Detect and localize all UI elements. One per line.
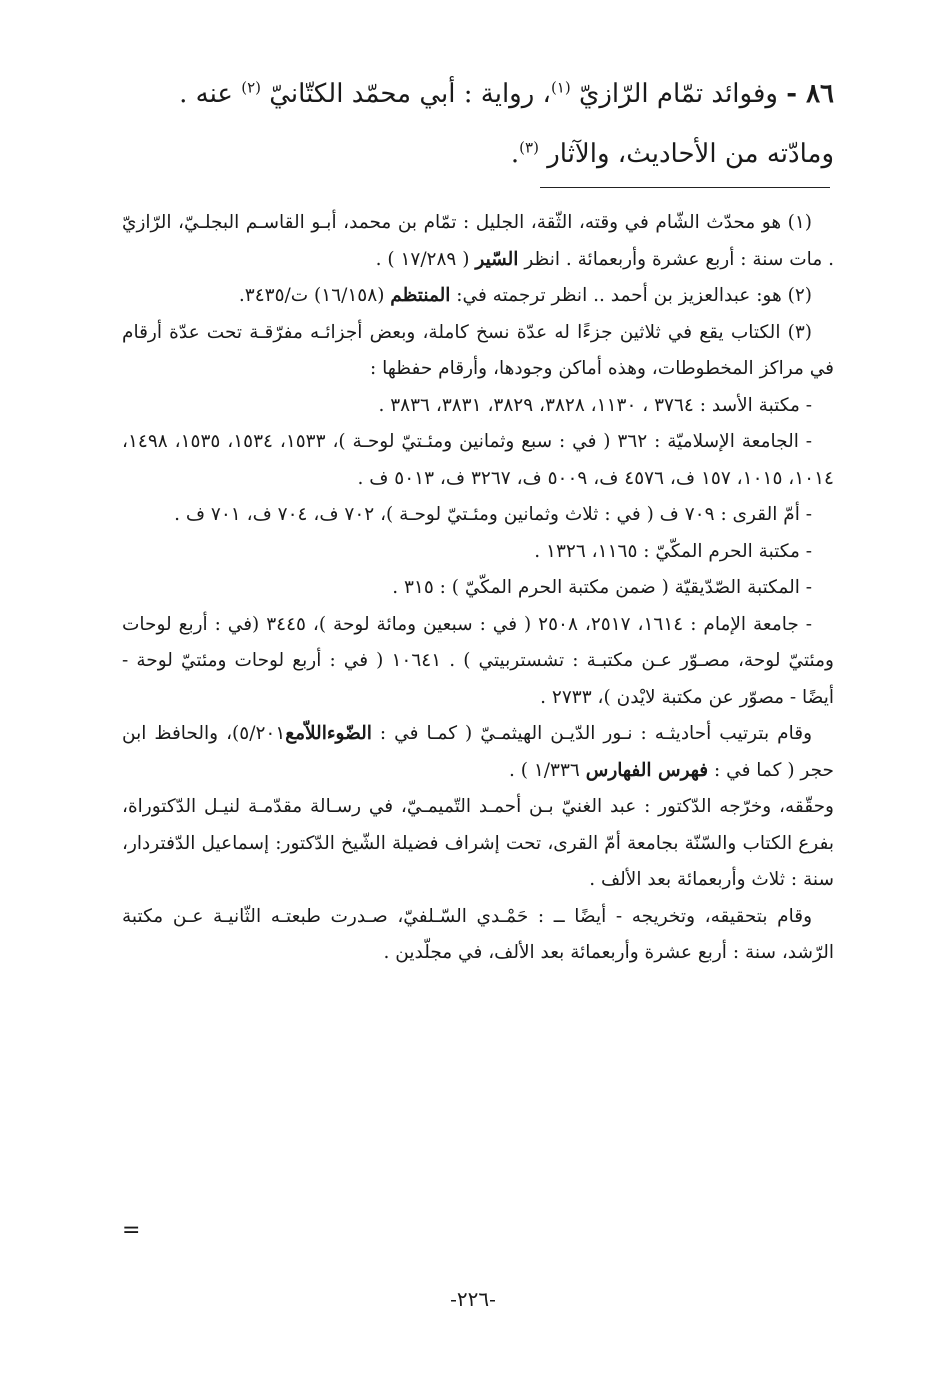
entry-text-part4: ومادّته من الأحاديث، والآثار <box>547 139 834 169</box>
footnote-1-text: (١) هو محدّث الشّام في وقته، الثّقة، الجليل : تمّام بن محمد، أبـو القاسـم البجلـيّ، الرّازيّ . مات سنة : أربع عشرة وأربعمائة . انظر <box>122 212 834 270</box>
edition-paragraph-2: وقام بتحقيقه، وتخريجه - أيضًا ــ : حَمْـدي السّـلفيّ، صـدرت طبعتـه الثّانيـة عـن مكتبة الرّشد، سنة : أربع عشرة وأربعمائة بعد الألف، في مجلّدين . <box>122 905 834 963</box>
entry-text-part5: . <box>510 139 520 169</box>
entry-text-part1: وفوائد تمّام الرّازيّ <box>578 79 778 109</box>
entry-text-part3: عنه . <box>179 79 242 109</box>
location-siddiqiyya: - المكتبة الصّدّيقيّة ( ضمن مكتبة الحرم المكّيّ ) : ٣١٥ . <box>392 577 812 598</box>
book-title-daw: الضّوءاللاّمع <box>285 723 372 744</box>
footnote-2 <box>122 278 834 315</box>
page-number: -٢٢٦- <box>450 1287 496 1311</box>
location-imam-university: - جامعة الإمام : ١٦١٤، ٢٥١٧، ٢٥٠٨ ( في : سبعين ومائة لوحة )، ٣٤٤٥ (في : أربع لوحات ومئتيّ لوحة، مصـوّر عـن مكتبـة : تشستربيتي ) . ١٠٦٤١ ( في : أربع لوحات ومئتيّ لوحة - أيضًا - مصوّر عن مكتبة لايْدن )، ٢٧٣٣ . <box>122 613 834 708</box>
location-haram-makki: - مكتبة الحرم المكّيّ : ١١٦٥، ١٣٢٦ . <box>534 540 812 562</box>
location-islamic-university: - الجامعة الإسلاميّة : ٣٦٢ ( في : سبع وثمانين ومئـتيّ لوحـة )، ١٥٣٣، ١٥٣٤، ١٥٣٥، ١٤٩٨، ١٠١٤، ١٠١٥، ١٥٧ ف، ٤٥٧٦ ف، ٥٠٠٩ ف، ٣٢٦٧ ف، ٥٠١٣ ف . <box>122 431 834 489</box>
entry-text-part2: ، رواية : أبي محمّد الكتّانيّ <box>269 79 551 109</box>
footnote-3: (٣) الكتاب يقع في ثلاثين جزءًا له عدّة نسخ كاملة، وبعض أجزائـه مفرّقـة تحت عدّة أرقام في مراكز المخطوطات، وهذه أماكن وجودها، وأرقام حفظها : <box>122 321 834 379</box>
footnote-2-text: (٢) هو: عبدالعزيز بن أحمد .. انظر ترجمته في: <box>450 285 812 306</box>
arrangement-text: وقام بترتيب أحاديثـه : نـور الدّيـن الهيثمـيّ ( كمـا في : <box>371 723 812 744</box>
arrangement-end: ١/٣٣٦ ) . <box>509 759 586 781</box>
location-assad: - مكتبة الأسد : ٣٧٦٤ ، ١١٣٠، ٣٨٢٨، ٣٨٢٩، ٣٨٣١، ٣٨٣٦ . <box>378 394 812 416</box>
footnote-ref-1: (١) <box>550 78 571 97</box>
footnote-2-book-title: المنتظم <box>390 285 451 306</box>
footnote-1-ref: ( ١٧/٢٨٩ ) . <box>375 248 476 270</box>
footnote-ref-3: (٣) <box>519 138 539 157</box>
footnote-1 <box>122 205 834 278</box>
arrangement-paragraph <box>122 716 834 789</box>
continuation-mark: = <box>122 1218 141 1243</box>
footnote-separator <box>540 187 830 188</box>
footnote-ref-2: (٢) <box>241 78 261 97</box>
footnote-2-ref: (١٦/١٥٨) ت/٣٤٣٥. <box>238 285 391 306</box>
main-entry <box>110 64 834 184</box>
book-title-fihris: فهرس الفهارس <box>585 759 709 781</box>
arrangement-mid: ٥/٢٠١)، والحافظ ابن حجر ( كما في : <box>122 723 834 781</box>
entry-number: ٨٦ - <box>786 79 834 109</box>
edition-paragraph-1: وحقّقه، وخرّجه الدّكتور : عبد الغنيّ بـن أحمـد التّميمـيّ، في رسـالة مقدّمـة لنيـل الدّكتوراة، بفرع الكتاب والسّنّة بجامعة أمّ القرى، تحت إشراف فضيلة الشّيخ الدّكتور: إسماعيل الدّفتردار، سنة : ثلاث وأربعمائة بعد الألف . <box>122 796 834 890</box>
footnote-1-book-title: السّير <box>475 248 519 270</box>
location-umm-al-qura: - أمّ القرى : ٧٠٩ ف ( في : ثلاث وثمانين ومئـتيّ لوحـة )، ٧٠٢ ف، ٧٠٤ ف، ٧٠١ ف . <box>174 504 812 525</box>
footnotes <box>122 205 834 972</box>
